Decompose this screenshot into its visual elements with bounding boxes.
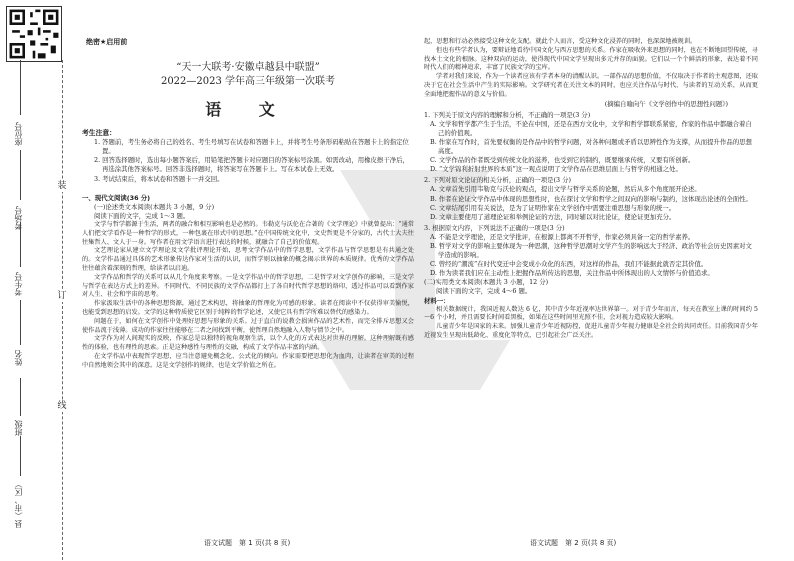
candidate-number-label: 考生号 (14, 272, 23, 296)
question-stem: 1. 下列关于原文内容的理解和分析，不正确的一项是(3 分) (424, 110, 591, 119)
option-d: D. “文学锦利折射世界的本质”这一观点说明了文学作品在思维层面上与哲学的相通之处。 (430, 165, 682, 174)
class-label: 班级 (14, 420, 23, 436)
page-1 (82, 38, 414, 370)
page-2 (424, 38, 758, 341)
class-field[interactable] (20, 378, 21, 416)
passage-paragraph: 文学与哲学都源于生活，两者的融合和相互影响也是必然的。韦勒克与沃伦在合著的《文学理论》中就曾提出：“通常人们把文学看作是一种哲学的形式，一种包裹在形式中的思想。”在中国传统文化中，文史哲更是不分家的，古代士大夫往往集哲人、文人于一身。写作者在用文学语言进行表达的时候，就融合了自己的价值观。 (82, 220, 414, 246)
subject-title: 语 文 (205, 100, 291, 120)
option-b: B. 作者在论证文学作品中体现的思想性时，也在探讨文学和哲学之间双向的影响与制约，这体现出论述的全面性。 (430, 194, 752, 203)
excerpt-source: (摘编自喻向午《文学创作中的思想性问题》) (604, 99, 728, 108)
material-paragraph: 儿童青少年是国家的未来。加强儿童青少年近视防控，促进儿童青少年视力健康是全社会的共同责任。目前我国青少年近视发生呈现出低龄化、重度化等特点，已引起社会广泛关注。 (424, 323, 758, 340)
notice-title: 考生注意： (82, 129, 116, 138)
qr-code (6, 6, 62, 62)
option-a: A. 文章首先引用韦勒克与沃伦的观点，提出文学与哲学关系的论题，然后从多个角度展开论述。 (430, 185, 701, 194)
option-c: C. 文学作品的作者既受到传统文化的滋养，也受到它的制约，既要继承传统，又要有所创新。 (430, 156, 695, 165)
passage-paragraph: 在文学作品中表现哲学思想，应当注意避免概念化、公式化的倾向。作家需要把思想化为血肉，让读者在审美的过程中自然地领会其中的深意。这是文学创作的规律，也是文学价值之所在。 (82, 352, 414, 369)
notice-item: 3. 考试结束后，将本试卷和答题卡一并交回。 (94, 174, 224, 183)
name-field[interactable] (20, 300, 21, 345)
section-head: 一、现代文阅读(36 分) (82, 193, 151, 202)
notice-item: 1. 答题前，考生务必将自己的姓名、考生号填写在试卷和答题卡上，并将考生号条形码粘贴在答题卡上的指定位置。 (94, 138, 409, 156)
option-b: B. 作家在写作时，首先要权衡的是作品中的哲学问题，对各种问题或矛盾以思辨性作为支撑，从而提升作品的思想高度。 (430, 137, 752, 156)
option-a: A. 文学和哲学都产生于生活，不论在中国，还是在西方文化中，文学和哲学都联系紧密，作家的作品中都融合着自己的价值观。 (430, 119, 752, 137)
instruction: 阅读下面的文字，完成 4～6 题。 (436, 287, 532, 296)
question-2 (424, 176, 758, 221)
material-head: 材料一： (424, 296, 450, 305)
option-c: C. 文章结尾引用有关说法，是为了证明作家在文学创作中需要注重思想与形象的统一。 (430, 203, 676, 212)
option-b: B. 哲学对文学的影响主要体现为一种思潮，这种哲学思潮对文学产生的影响远大于经济、政治等社会历史因素对文学造成的影响。 (430, 241, 752, 260)
question-3 (424, 224, 758, 279)
passage-paragraph: 学者对我们来说，作为一个读者应该有学者本身的清醒认识。一部作品的思想价值，不仅取决于作者的主观意图，还取决于它在社会生活中产生的实际影响。文学研究者在关注文本的同时，也应关注作品与时代、与读者的互动关系，从而更全面地把握作品的意义与价值。 (424, 73, 758, 98)
name-label: 姓名 (14, 350, 23, 366)
seat-number-label: 座位号 (14, 122, 23, 146)
seat-number-field[interactable] (20, 60, 21, 115)
exam-room-field[interactable] (20, 150, 21, 200)
bind-word-xian: 线 (55, 400, 69, 412)
passage-paragraph: 作家汲取生活中的各种思想资源，通过艺术构思，将抽象的哲理化为可感的形象。读者在阅读中不仅获得审美愉悦，也能受到思想的启发。文学的这种特质使它区别于纯粹的哲学论述，又使它具有哲学所难以替代的感染力。 (82, 300, 414, 316)
exam-title-line1: “天一大联考·安徽卓越县中联盟” (176, 62, 320, 74)
option-c: C. 曾经的“潮流”在时代变迁中会变成小众化的东西，对这样的作品，我们不能据此就否定其价值。 (430, 260, 708, 269)
bind-word-ding: 订 (55, 290, 69, 302)
county-field[interactable] (20, 436, 21, 476)
question-stem: 3. 根据原文内容，下列说法不正确的一项是(3 分) (424, 223, 565, 232)
binding-dash-line (62, 60, 63, 560)
subsection-head: (一)论述类文本阅读(本题共 3 小题，9 分) (94, 202, 215, 211)
passage-paragraph: 文学作为对人间现实的反映，作家总是以独特的视角观察生活，以个人化的方式表达对世界的理解。这种理解既有感性的体验，也有理性的思索。正是这种感性与理性的交融，构成了文学作品丰富的内涵。 (82, 335, 414, 352)
page-footer-1: 语文试题 第 1 页(共 8 页) (204, 539, 291, 547)
subsection-head: (二)实用类文本阅读(本题共 3 小题，12 分) (424, 278, 549, 287)
reading-passage (82, 221, 414, 371)
qr-code-icon (7, 7, 61, 61)
passage-paragraph: 文学作品和哲学的关系可以从几个角度来考察。一是文学作品中的哲学思想，二是哲学对文学创作的影响，三是文学与哲学在表达方式上的差异。不同时代、不同民族的文学作品都打上了各自时代哲学思想的烙印，透过作品可以看到作家对人生、社会和宇宙的思考。 (82, 273, 414, 299)
option-d: D. 文章主要使用了道理论证和举例论证的方法，同时辅以对比论证，使论证更加充分。 (430, 212, 676, 221)
instruction: 阅读下面的文字，完成 1～3 题。 (94, 211, 190, 220)
page-footer-2: 语文试题 第 2 页(共 8 页) (530, 539, 617, 547)
passage-paragraph: 问题在于，如何在文学创作中处理好思想与形象的关系。过于直白的说教会损害作品的艺术性，而完全排斥思想又会使作品流于浅薄。成功的作家往往能够在二者之间找到平衡，使哲理自然地融入人物与情节之中。 (82, 317, 414, 334)
binding-margin (0, 0, 78, 561)
passage-paragraph: 但也有些学者认为，要辩证地看待中国文化与西方思想的关系。作家在吸收外来思想的同时，也在不断地回望传统，寻找本土文化的根脉。这种双向的运动，使得现代中国文学呈现出多元并存的面貌。它们以一个个鲜活的形象，表达着不同时代人们的精神追求，丰富了民族文学的宝库。 (424, 46, 758, 72)
secret-mark: 绝密★启用前 (86, 38, 128, 46)
candidate-number-field[interactable] (20, 222, 21, 267)
passage-paragraph: 起，思想和行动必然接受这种文化支配。就此个人而言，受这种文化浸养的同时，也深深地被规训。 (424, 38, 697, 45)
option-d: D. 作为读者我们应在主动性上把握作品所传达的思想，关注作品中所体现出的人文情怀与价值追求。 (430, 269, 714, 278)
question-1 (424, 111, 758, 175)
notice-item: 2. 回答选择题时，选出每小题答案后，用铅笔把答题卡对应题目的答案标号涂黑。如需改动，用橡皮擦干净后，再选涂其他答案标号。回答非选择题时，将答案写在答题卡上。写在本试卷上无效。 (94, 156, 409, 174)
county-label: 县（市、区） (14, 480, 23, 528)
material-paragraph: 相关数据统计，我国近视人数达 6 亿，其中青少年近视率达世界第一。对于青少年而言，每天在教室上课的时间约 5～6 个小时，并且需要长时间看黑板，如果在这些时间里光照不佳，会对视力造成较大影响。 (424, 305, 758, 322)
bind-word-zhuang: 装 (55, 180, 69, 192)
exam-room-label: 考场号 (14, 206, 23, 230)
exam-title-line2: 2022—2023 学年高三年级第一次联考 (160, 76, 336, 88)
option-a: A. 不能是文学理论，还是文学批评，在根源上都离不开哲学，作家必须具备一定的哲学素养。 (430, 232, 695, 241)
question-stem: 2. 下列对原文论证的相关分析，正确的一项是(3 分) (424, 176, 572, 185)
passage-paragraph: 文艺理论家从建立文学理论及文学批评理论开始，思考文学作品中的哲学思想，文学作品与哲学思想是有共通之处的。文学作品通过具体的艺术形象传达作家对生活的认识，而哲学则以抽象的概念揭示世界的本质规律。优秀的文学作品往往蕴含着深刻的哲理，给读者以启迪。 (82, 247, 414, 272)
